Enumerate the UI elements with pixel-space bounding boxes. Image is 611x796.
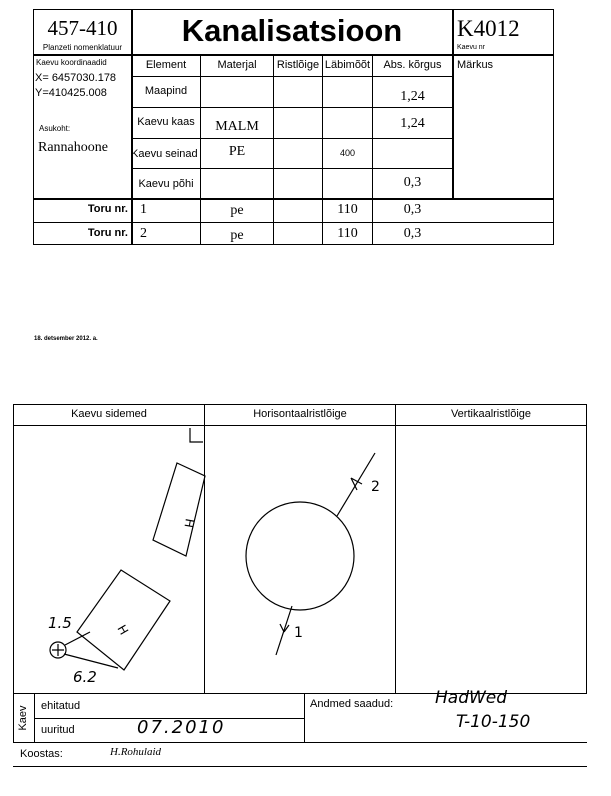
- pipe-number: 2: [140, 226, 147, 241]
- footer-divider: [13, 766, 587, 767]
- pipe-material: pe: [230, 203, 244, 218]
- pipe-height: 0,3: [403, 226, 422, 241]
- well-number: K4012: [457, 16, 520, 41]
- row-material: MALM: [215, 119, 259, 134]
- col-header-element: Element: [145, 59, 187, 71]
- panel-title-horizontal: Horisontaalristlõige: [253, 408, 347, 420]
- pipe-height: 0,3: [403, 202, 422, 217]
- map-code: 457-410: [47, 16, 118, 40]
- col-header-diameter: Läbimõõt: [324, 59, 371, 71]
- row-material: PE: [228, 144, 246, 159]
- panel-title-vertical: Vertikaalristlõige: [450, 408, 532, 420]
- panel-title-connections: Kaevu sidemed: [71, 408, 147, 420]
- pipe-material: pe: [230, 228, 244, 243]
- coord-y: Y=410425.008: [35, 87, 107, 99]
- distance-label: 1.5: [48, 614, 72, 632]
- row-element: Kaevu kaas: [137, 116, 195, 128]
- pipe-diameter: 110: [337, 202, 358, 217]
- pipe-label-1: 1: [294, 625, 303, 641]
- coord-x: X= 6457030.178: [35, 72, 117, 84]
- row-element: Kaevu seinad: [131, 148, 198, 160]
- footer-divider: [13, 742, 587, 743]
- location-label: Asukoht:: [39, 124, 71, 133]
- data-source-code: T-10-150: [456, 712, 531, 732]
- data-source-label: Andmed saadud:: [310, 698, 394, 710]
- col-header-material: Materjal: [217, 59, 257, 71]
- pipe-diameter: 110: [337, 226, 358, 241]
- row-height: 0,3: [403, 175, 422, 190]
- built-label: ehitatud: [41, 700, 81, 712]
- house-label: H: [114, 622, 132, 638]
- row-height: 1,24: [400, 89, 425, 104]
- page-title: Kanalisatsioon: [181, 13, 403, 48]
- distance-label: 6.2: [73, 668, 97, 686]
- pipe-label: Toru nr.: [87, 203, 128, 215]
- col-header-notes: Märkus: [457, 59, 494, 71]
- row-diameter: 400: [339, 148, 356, 158]
- measured-date: 07.2010: [137, 717, 226, 738]
- pipe-number: 1: [140, 202, 147, 217]
- author-label: Koostas:: [20, 748, 63, 760]
- location-value: Rannahoone: [38, 140, 108, 155]
- row-height: 1,24: [400, 116, 425, 131]
- pipe-label-2: 2: [371, 479, 380, 495]
- well-number-label: Kaevu nr: [457, 44, 486, 51]
- data-source-signature: HadWed: [435, 688, 508, 708]
- row-element: Maapind: [144, 85, 188, 97]
- document-date: 18. detsember 2012. a.: [34, 336, 98, 342]
- coords-label: Kaevu koordinaadid: [36, 58, 107, 67]
- house-label: H: [181, 517, 197, 529]
- author-name: H.Rohulaid: [110, 746, 162, 758]
- footer-divider: [13, 694, 14, 742]
- footer-divider: [304, 694, 305, 742]
- col-header-section: Ristlõige: [276, 59, 320, 71]
- pipe-label: Toru nr.: [87, 227, 128, 239]
- col-header-height: Abs. kõrgus: [383, 59, 442, 71]
- well-section-label: Kaev: [17, 705, 29, 731]
- map-code-label: Planzeti nomenklatuur: [42, 43, 123, 52]
- row-element: Kaevu põhi: [138, 178, 194, 190]
- measured-label: uuritud: [41, 724, 75, 736]
